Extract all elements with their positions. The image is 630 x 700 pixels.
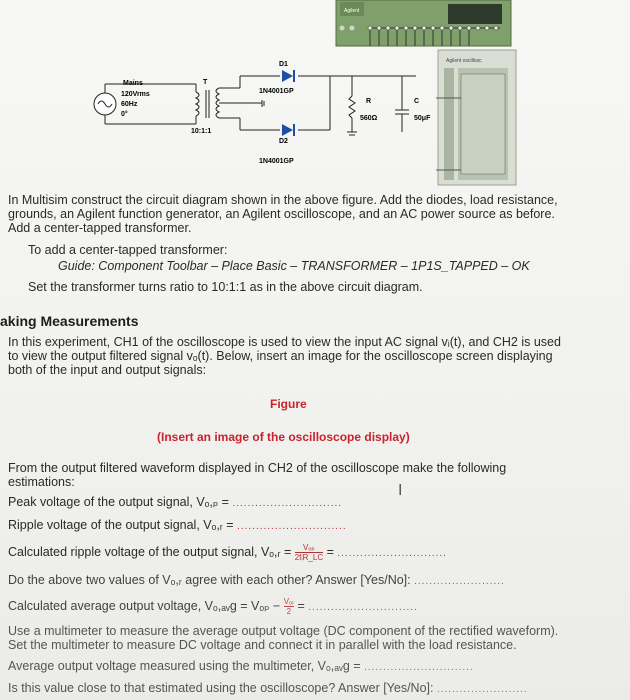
agree-row bbox=[8, 573, 505, 587]
diode-d2-part: 1N4001GP bbox=[259, 158, 294, 165]
transformer-symbol bbox=[196, 84, 262, 124]
mains-voltage: 120Vrms bbox=[121, 91, 150, 98]
capacitor-value: 50μF bbox=[414, 115, 431, 122]
calc-ripple-row: Calculated ripple voltage of the output signal, Vₒ,ᵣ = Vₒₚ 2fᵢR_LC = ............................. bbox=[8, 543, 447, 562]
agree-label: Do the above two values of Vₒ,ᵣ agree with each other? Answer [Yes/No]: bbox=[8, 573, 415, 587]
close-blank[interactable]: ........................ bbox=[436, 684, 528, 695]
intro-line-1: In Multisim construct the circuit diagram shown in the above figure. Add the diodes, load resistance, bbox=[8, 193, 558, 207]
estimations-line-2: estimations: bbox=[8, 475, 75, 489]
peak-voltage-label: Peak voltage of the output signal, Vₒ,ₚ = bbox=[8, 495, 233, 509]
mains-label: Mains bbox=[123, 80, 143, 87]
avg-voltage-blank[interactable]: ............................. bbox=[308, 601, 418, 613]
intro-line-3: Add a center-tapped transformer. bbox=[8, 221, 192, 235]
close-label: Is this value close to that estimated using the oscilloscope? Answer [Yes/No]: bbox=[8, 681, 437, 695]
fgen-label: Agilent bbox=[344, 8, 360, 14]
diode-d1-symbol bbox=[282, 70, 293, 82]
capacitor-symbol bbox=[395, 76, 409, 132]
resistor-label: R bbox=[366, 98, 372, 105]
avg-denominator: 2 bbox=[286, 607, 292, 616]
figure-caption: (Insert an image of the oscilloscope display) bbox=[157, 430, 410, 444]
multimeter-paragraph bbox=[8, 624, 608, 652]
multimeter-line-1: Use a multimeter to measure the average output voltage (DC component of the rectified waveform). bbox=[8, 624, 559, 638]
agree-blank[interactable]: ........................ bbox=[414, 576, 505, 587]
intro-paragraph bbox=[8, 193, 608, 235]
guide-text: Guide: Component Toolbar – Place Basic – TRANSFORMER – 1P1S_TAPPED – OK bbox=[58, 259, 530, 273]
diode-d1-part: 1N4001GP bbox=[259, 88, 294, 95]
measure-line-2: to view the output filtered signal vₒ(t). Below, insert an image for the oscilloscope screen displaying bbox=[8, 349, 553, 363]
peak-voltage-row bbox=[8, 494, 342, 509]
ripple-voltage-row bbox=[8, 518, 347, 532]
capacitor-label: C bbox=[414, 98, 420, 105]
calc-ripple-blank[interactable]: ............................. bbox=[337, 547, 447, 559]
transformer-label: T bbox=[203, 79, 208, 86]
resistor-symbol bbox=[347, 76, 357, 135]
estimations-line-1: From the output filtered waveform displayed in CH2 of the oscilloscope make the following bbox=[8, 461, 507, 475]
calc-ripple-fraction bbox=[295, 543, 323, 562]
diode-d2-symbol bbox=[282, 124, 293, 136]
calc-ripple-label: Calculated ripple voltage of the output signal, Vₒ,ᵣ = bbox=[8, 544, 295, 559]
circuit-diagram bbox=[0, 0, 630, 190]
ripple-voltage-blank[interactable]: ............................. bbox=[237, 521, 347, 532]
measured-avg-blank[interactable]: ............................. bbox=[364, 662, 474, 673]
turns-ratio-text: Set the transformer turns ratio to 10:1:1 as in the above circuit diagram. bbox=[28, 280, 423, 294]
avg-fraction bbox=[284, 597, 294, 616]
avg-voltage-row: Calculated average output voltage, Vₒ,ₐᵥg = Vₒₚ − Vₒᵣ 2 = ............................. bbox=[8, 597, 418, 616]
oscilloscope-label: Agilent oscillosc bbox=[446, 58, 482, 64]
measured-avg-row bbox=[8, 659, 474, 673]
diode-d1-label: D1 bbox=[279, 61, 288, 68]
close-row bbox=[8, 681, 528, 695]
avg-numerator: Vₒᵣ bbox=[283, 597, 294, 606]
measure-line-1: In this experiment, CH1 of the oscilloscope is used to view the input AC signal vᵢ(t), and CH2 is used bbox=[8, 335, 561, 349]
diode-d2-label: D2 bbox=[279, 138, 288, 145]
measured-avg-label: Average output voltage measured using the multimeter, Vₒ,ₐᵥg = bbox=[8, 659, 365, 673]
estimations-intro bbox=[8, 461, 608, 489]
mains-frequency: 60Hz bbox=[121, 101, 138, 108]
transformer-ratio: 10:1:1 bbox=[191, 128, 212, 135]
peak-voltage-blank[interactable]: ............................. bbox=[232, 498, 343, 509]
mains-phase: 0° bbox=[121, 111, 128, 118]
figure-label: Figure bbox=[270, 397, 307, 411]
resistor-value: 560Ω bbox=[360, 115, 378, 122]
measure-line-3: both of the input and output signals: bbox=[8, 363, 207, 377]
ripple-voltage-label: Ripple voltage of the output signal, Vₒ,ᵣ = bbox=[8, 518, 238, 532]
multimeter-line-2: Set the multimeter to measure DC voltage and connect it in parallel with the load resistance. bbox=[8, 638, 517, 652]
calc-ripple-numerator: Vₒₚ bbox=[295, 543, 323, 553]
to-add-transformer: To add a center-tapped transformer: bbox=[28, 243, 228, 257]
calc-ripple-denominator: 2fᵢR_LC bbox=[294, 553, 324, 562]
avg-voltage-label: Calculated average output voltage, Vₒ,ₐᵥg = Vₒₚ − bbox=[8, 598, 284, 613]
section-heading: aking Measurements bbox=[0, 313, 139, 329]
text-cursor-icon: I bbox=[398, 482, 403, 499]
intro-line-2: grounds, an Agilent function generator, an Agilent oscilloscope, and an AC power source as before. bbox=[8, 207, 555, 221]
measure-paragraph bbox=[8, 335, 608, 377]
